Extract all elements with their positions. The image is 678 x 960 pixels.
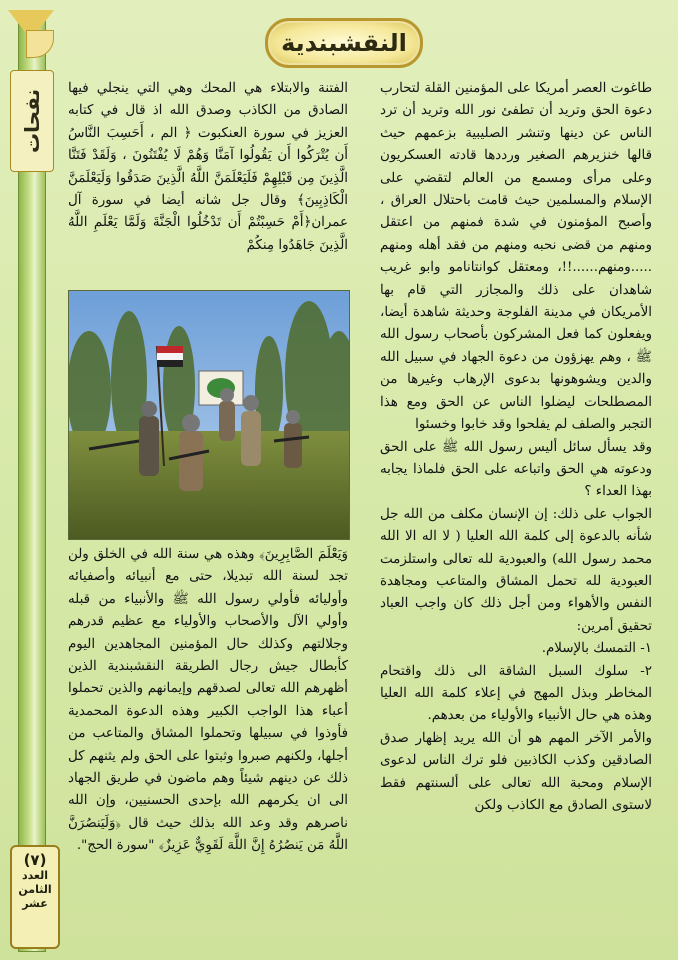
paragraph: وقد يسأل سائل أليس رسول الله ﷺ على الحق ودعوته هي الحق واتباعه على الحق فلماذا يجابه بهذا العداء ؟: [380, 439, 652, 500]
issue-badge: [10, 845, 60, 949]
paragraph: الفتنة والابتلاء هي المحك وهي التي ينجلي فيها الصادق من الكاذب وصدق الله اذ قال في كتابه العزيز في سورة العنكبوت ﴿ الم ، أَحَسِبَ النَّاسُ أَن يُتْرَكُوا أَن يَقُولُوا آمَنَّا وَهُمْ لَا يُفْتَنُونَ ، وَلَقَدْ فَتَنَّا الَّذِينَ مِن قَبْلِهِمْ فَلَيَعْلَمَنَّ اللَّهُ الَّذِينَ صَدَقُوا وَلَيَعْلَمَنَّ الْكَاذِبِينَ﴾ وقال جل شانه أيضا في سورة آل عمران﴿أَمْ حَسِبْتُمْ أَن تَدْخُلُوا الْجَنَّةَ وَلَمَّا يَعْلَمِ اللَّهُ الَّذِينَ جَاهَدُوا مِنكُمْ: [68, 81, 348, 253]
ribbon-curl: [26, 30, 54, 58]
paragraph: طاغوت العصر أمريكا على المؤمنين القلة لتحارب دعوة الحق وتريد أن تطفئ نور الله وتريد أن ترد الناس عن دينها وتنشر الصليبية بزعمهم حيث قالها خنزيرهم الصغير وردد‌ها قادته العسكريون وعلى مرأى ومسمع من العالم لتقضي على الإسلام والمسلمين حيث قامت باحتلال العراق ، وأصبح المؤمنون في شدة فمنهم من اعتقل ومنهم من قضى نحبه ومنهم من فقد أهله ومنهم .....ومنهم......!!، ومعتقل كوانتانامو وابو غريب شاهدان على ذلك والمجازر التي قام بها الأمريكان في مدينة الفلوجة وحديثة شاهدة أيضا، ويفعلون كما فعل المشركون بأصحاب رسول الله ﷺ ، وهم يهزؤون من دعوة الجهاد في سبيل الله والدين ويشوهونها بدعوى الإرهاب وغيرها من المصطلحات ليضلوا الناس عن الحق ومع هذا التجبر والصلف لم يفلحوا وقد خابوا وخسئوا: [380, 81, 652, 433]
paragraph: وَيَعْلَمَ الصَّابِرِينَ﴾ وهذه هي سنة الله في الخلق ولن تجد لسنة الله تبديلا، حتى مع أنبيائه وأصفيائه وأوليائه فأولي رسول الله ﷺ والأنبياء من قبله وأولي الآل والأصحاب والأولياء مع عظيم قدرهم وجلالتهم وكذلك حال المؤمنين المجاهدين اليوم كأبطال جيش رجال الطريقة النقشبندية الذين أظهرهم الله تعالى لصدقهم وإيمانهم والذين تحملوا أعباء هذا الواجب الكبير وهذه الدعوة المحمدية فأوذوا في سبيلها وتحملوا المشاق والمتاعب من أجلها، ولكنهم صبروا وثبتوا على الحق ولم يثنهم كل ذلك عن دينهم شيئاً وهم ماضون في طريق الجهاد الى ان يكرمهم الله بإحدى الحسنيين، وإن الله ناصرهم وقد وعد الله بذلك حيث قال ﴿وَلَيَنصُرَنَّ اللَّهُ مَن يَنصُرُهُ إِنَّ اللَّهَ لَقَوِيٌّ عَزِيزٌ﴾ "سورة الحج".: [68, 547, 348, 854]
photo-illustration: [69, 291, 349, 539]
right-column: [380, 78, 652, 817]
paragraph: الجواب على ذلك: إن الإنسان مكلف من الله جل شأنه بالدعوة إلى كلمة الله العليا ( لا اله الا الله محمد رسول الله) والعبودية لله تعالى واستلزمت العبودية لله تحمل المشاق والمتاعب ومجاهدة النفس والأهواء ومن أجل ذلك كان واجب العباد تحقيق أمرين:: [380, 506, 652, 634]
paragraph: ١- التمسك بالإسلام.: [541, 641, 652, 657]
page-header: [265, 18, 423, 68]
issue-ordinal-suffix: عشر: [22, 897, 48, 910]
paragraph: ٢- سلوك السبل الشاقة الى ذلك واقتحام المخاطر وبذل المهج في إعلاء كلمة الله العليا وهذه هي حال الأنبياء والأولياء من بعدهم.: [380, 663, 652, 724]
issue-label: العدد: [21, 869, 49, 882]
left-column-bottom: [68, 544, 348, 858]
section-label: [10, 70, 54, 172]
paragraph: والأمر الآخر المهم هو أن الله يريد إظهار صدق الصادقين وكذب الكاذبين فلو ترك الناس لدعوى الإسلام ومحبة الله تعالى على ألسنتهم فقط لاستوى الصادق مع الكاذب ولكن: [380, 730, 652, 813]
side-ribbon: [8, 10, 54, 950]
left-column-top: [68, 78, 348, 257]
article-photo: [68, 290, 350, 540]
issue-number: (٧): [23, 851, 47, 869]
page-title: النقشبندية: [281, 29, 407, 57]
section-label-text: نفحات: [20, 89, 44, 153]
issue-ordinal: الثامن: [18, 883, 52, 896]
